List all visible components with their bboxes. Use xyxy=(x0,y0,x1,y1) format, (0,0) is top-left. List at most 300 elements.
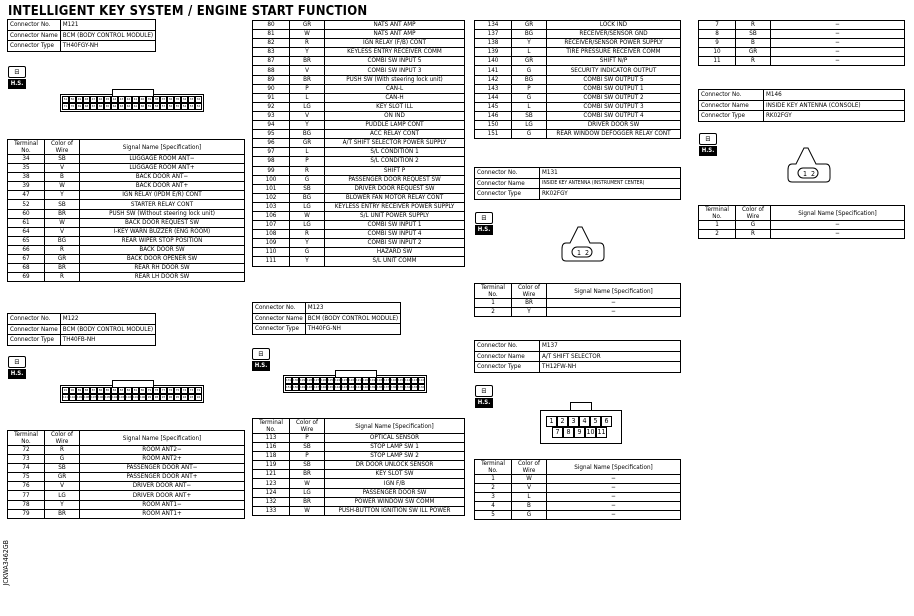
m146-connector-face xyxy=(786,144,832,184)
terminal-number: 118 xyxy=(253,452,290,461)
terminal-number: 79 xyxy=(8,509,45,518)
signal-name: ROOM ANT2− xyxy=(80,446,245,455)
connector-pin: 33 xyxy=(189,97,194,101)
wire-color: W xyxy=(45,218,80,227)
table-row xyxy=(8,173,245,182)
table-row xyxy=(475,84,681,93)
connector-pin: 131 xyxy=(286,378,292,382)
table-row xyxy=(8,218,245,227)
m121-connector-info: Connector No. M121 Connector Name BCM (BODY CONTROL MODULE) Connector Type TH40FGY-NH xyxy=(7,19,156,52)
wire-color: G xyxy=(512,130,547,139)
wire-color: BR xyxy=(290,497,325,506)
terminal-number: 124 xyxy=(253,488,290,497)
table-row xyxy=(475,502,681,511)
column-header: Terminal No. xyxy=(475,460,512,475)
table-row xyxy=(475,93,681,102)
table-row xyxy=(253,479,465,488)
connector-pin: 134 xyxy=(405,385,411,389)
connector-pin: 150 xyxy=(293,385,299,389)
m123-terminal-table xyxy=(252,418,465,516)
signal-name: − xyxy=(547,502,681,511)
m121-connector-face xyxy=(60,94,204,112)
column-header: Signal Name [Specification] xyxy=(547,460,681,475)
column-header: Signal Name [Specification] xyxy=(80,431,245,446)
svg-text:1: 1 xyxy=(577,249,582,257)
table-row xyxy=(253,488,465,497)
connector-pin: 133 xyxy=(412,385,418,389)
col3-terminal-table xyxy=(474,20,681,139)
wire-color: W xyxy=(45,182,80,191)
connector-pin: 123 xyxy=(342,378,348,382)
connector-pin: 113 xyxy=(412,378,418,382)
connector-pin: 89 xyxy=(77,388,82,392)
connector-pin: 106 xyxy=(98,395,104,399)
table-row xyxy=(253,443,465,452)
connector-pin: 99 xyxy=(147,395,152,399)
signal-name: − xyxy=(547,493,681,502)
table-header xyxy=(475,460,681,475)
wire-color: G xyxy=(512,93,547,102)
table-row xyxy=(8,491,245,500)
connector-pin: 52 xyxy=(196,104,201,108)
connector-pin: 71 xyxy=(63,104,68,108)
table-row xyxy=(699,30,905,39)
connector-pin: 96 xyxy=(168,395,173,399)
signal-name: HAZARD SW xyxy=(325,248,465,257)
wire-color: G xyxy=(290,175,325,184)
table-row xyxy=(253,193,465,202)
terminal-number: 5 xyxy=(475,511,512,520)
connector-pin: 108 xyxy=(84,395,90,399)
connector-pin: 61 xyxy=(133,104,138,108)
connector-pin: 64 xyxy=(112,104,117,108)
connector-pin: 32 xyxy=(196,97,201,101)
connector-pin: 48 xyxy=(84,97,89,101)
signal-name: NATS ANT AMP xyxy=(325,21,465,30)
signal-name: ACC RELAY CONT xyxy=(325,130,465,139)
terminal-number: 98 xyxy=(253,157,290,166)
connector-pin: 148 xyxy=(307,385,313,389)
connector-pin: 103 xyxy=(119,395,125,399)
signal-name: OPTICAL SENSOR xyxy=(325,434,465,443)
wire-color: Y xyxy=(290,48,325,57)
wire-color: SB xyxy=(45,155,80,164)
terminal-number: 88 xyxy=(253,66,290,75)
wire-color: G xyxy=(736,221,771,230)
table-header xyxy=(699,206,905,221)
connector-pin: 57 xyxy=(161,104,166,108)
signal-name: REAR RH DOOR SW xyxy=(80,264,245,273)
table-header xyxy=(8,140,245,155)
wire-color: Y xyxy=(512,308,547,317)
wire-color: R xyxy=(736,57,771,66)
terminal-number: 35 xyxy=(8,164,45,173)
table-row xyxy=(253,93,465,102)
column-header: Color of Wire xyxy=(290,419,325,434)
wire-color: BG xyxy=(512,30,547,39)
table-header xyxy=(475,284,681,299)
connector-pin: 128 xyxy=(307,378,313,382)
connector-pin: 104 xyxy=(112,395,118,399)
wire-color: R xyxy=(736,230,771,239)
signal-name: ON IND xyxy=(325,111,465,120)
terminal-number: 151 xyxy=(475,130,512,139)
wire-color: BR xyxy=(290,75,325,84)
terminal-number: 133 xyxy=(253,506,290,515)
document-code: JCKWA3462GB xyxy=(2,540,10,586)
connector-pin: 34 xyxy=(182,97,187,101)
terminal-number: 76 xyxy=(8,482,45,491)
connector-pin: 132 xyxy=(419,385,425,389)
terminal-number: 3 xyxy=(475,493,512,502)
table-row xyxy=(475,130,681,139)
connector-pin: 65 xyxy=(105,104,110,108)
table-row xyxy=(253,84,465,93)
table-row xyxy=(475,121,681,130)
signal-name: CAN-L xyxy=(325,84,465,93)
terminal-number: 123 xyxy=(253,479,290,488)
signal-name: − xyxy=(771,57,905,66)
signal-name: − xyxy=(547,308,681,317)
signal-name: S/L UNIT COMM xyxy=(325,257,465,266)
column-header: Color of Wire xyxy=(512,460,547,475)
wire-color: G xyxy=(290,248,325,257)
signal-name: PUDDLE LAMP CONT xyxy=(325,121,465,130)
wire-color: R xyxy=(290,166,325,175)
wire-color: B xyxy=(45,173,80,182)
signal-name: COMBI SW INPUT 4 xyxy=(325,230,465,239)
wire-color: LG xyxy=(512,121,547,130)
connector-pin: 145 xyxy=(328,385,334,389)
signal-name: SHIFT N/P xyxy=(547,57,681,66)
column-header: Color of Wire xyxy=(736,206,771,221)
table-row xyxy=(475,39,681,48)
wire-color: Y xyxy=(290,239,325,248)
terminal-number: 116 xyxy=(253,443,290,452)
wire-color: SB xyxy=(290,443,325,452)
table-row xyxy=(8,236,245,245)
m122-terminal-table xyxy=(7,430,245,519)
terminal-number: 143 xyxy=(475,84,512,93)
connector-pin: 4 xyxy=(579,416,590,427)
wire-color: W xyxy=(290,211,325,220)
table-row xyxy=(475,484,681,493)
terminal-number: 140 xyxy=(475,57,512,66)
connector-pin: 136 xyxy=(391,385,397,389)
signal-name: KEYLESS ENTRY RECEIVER COMM xyxy=(325,48,465,57)
terminal-number: 74 xyxy=(8,464,45,473)
signal-name: − xyxy=(771,39,905,48)
connector-pin: 58 xyxy=(154,104,159,108)
terminal-number: 1 xyxy=(475,299,512,308)
table-row xyxy=(8,255,245,264)
terminal-number: 72 xyxy=(8,446,45,455)
wire-color: Y xyxy=(45,500,80,509)
connector-pin: 88 xyxy=(84,388,89,392)
terminal-number: 113 xyxy=(253,434,290,443)
table-row xyxy=(253,202,465,211)
connector-pin: 112 xyxy=(419,378,425,382)
wire-color: GR xyxy=(45,255,80,264)
connector-pin: 94 xyxy=(182,395,187,399)
connector-pin: 35 xyxy=(175,97,180,101)
connector-pin: 75 xyxy=(175,388,180,392)
terminal-number: 107 xyxy=(253,221,290,230)
wire-color: L xyxy=(512,48,547,57)
wire-color: LG xyxy=(290,488,325,497)
wire-color: Y xyxy=(512,39,547,48)
connector-pin: 146 xyxy=(321,385,327,389)
terminal-number: 39 xyxy=(8,182,45,191)
connector-pin: 41 xyxy=(133,97,138,101)
signal-name: KEY SLOT ILL xyxy=(325,102,465,111)
signal-name: − xyxy=(771,30,905,39)
terminal-number: 10 xyxy=(699,48,736,57)
terminal-number: 132 xyxy=(253,497,290,506)
connector-pin: 8 xyxy=(563,427,574,438)
terminal-number: 146 xyxy=(475,111,512,120)
connector-pin: 6 xyxy=(601,416,612,427)
connector-pin: 37 xyxy=(161,97,166,101)
terminal-number: 106 xyxy=(253,211,290,220)
table-row xyxy=(699,221,905,230)
terminal-number: 60 xyxy=(8,209,45,218)
terminal-number: 2 xyxy=(475,308,512,317)
connector-pin: 43 xyxy=(119,97,124,101)
terminal-number: 64 xyxy=(8,227,45,236)
table-row xyxy=(253,75,465,84)
connector-pin: 81 xyxy=(133,388,138,392)
connector-pin: 42 xyxy=(126,97,131,101)
connector-pin: 126 xyxy=(321,378,327,382)
terminal-number: 38 xyxy=(8,173,45,182)
wire-color: Y xyxy=(45,191,80,200)
terminal-number: 101 xyxy=(253,184,290,193)
signal-name: IGN RELAY (IPDM E/R) CONT xyxy=(80,191,245,200)
harness-side-icon: ⊟ H.S. xyxy=(699,133,717,155)
terminal-number: 87 xyxy=(253,57,290,66)
table-row xyxy=(475,75,681,84)
connector-pin: 91 xyxy=(63,388,68,392)
terminal-number: 8 xyxy=(699,30,736,39)
terminal-number: 4 xyxy=(475,502,512,511)
wire-color: LG xyxy=(290,202,325,211)
connector-pin: 44 xyxy=(112,97,117,101)
connector-pin: 101 xyxy=(133,395,139,399)
wire-color: B xyxy=(736,39,771,48)
connector-pin: 51 xyxy=(63,97,68,101)
wire-color: BR xyxy=(290,57,325,66)
connector-pin: 143 xyxy=(342,385,348,389)
table-header xyxy=(253,419,465,434)
wire-color: SB xyxy=(736,30,771,39)
terminal-number: 80 xyxy=(253,21,290,30)
wire-color: V xyxy=(45,227,80,236)
connector-pin: 2 xyxy=(557,416,568,427)
wire-color: R xyxy=(45,446,80,455)
wire-color: L xyxy=(512,102,547,111)
table-row xyxy=(699,21,905,30)
terminal-number: 81 xyxy=(253,30,290,39)
terminal-number: 89 xyxy=(253,75,290,84)
table-row xyxy=(8,500,245,509)
terminal-number: 99 xyxy=(253,166,290,175)
terminal-number: 68 xyxy=(8,264,45,273)
signal-name: BLOWER FAN MOTOR RELAY CONT xyxy=(325,193,465,202)
signal-name: BACK DOOR SW xyxy=(80,245,245,254)
wire-color: BG xyxy=(290,130,325,139)
connector-pin: 85 xyxy=(105,388,110,392)
wire-color: G xyxy=(45,455,80,464)
signal-name: DR DOOR UNLOCK SENSOR xyxy=(325,461,465,470)
signal-name: PUSH SW (With steering lock unit) xyxy=(325,75,465,84)
terminal-number: 94 xyxy=(253,121,290,130)
wire-color: G xyxy=(512,66,547,75)
terminal-number: 121 xyxy=(253,470,290,479)
terminal-number: 110 xyxy=(253,248,290,257)
table-row xyxy=(8,509,245,518)
table-row xyxy=(253,434,465,443)
terminal-number: 1 xyxy=(475,475,512,484)
connector-pin: 74 xyxy=(182,388,187,392)
terminal-number: 65 xyxy=(8,236,45,245)
signal-name: DRIVER DOOR ANT− xyxy=(80,482,245,491)
table-row xyxy=(253,30,465,39)
table-row xyxy=(475,66,681,75)
connector-pin: 140 xyxy=(363,385,369,389)
m122-connector-face xyxy=(60,385,204,403)
table-row xyxy=(8,446,245,455)
signal-name: PUSH-BUTTON IGNITION SW ILL POWER xyxy=(325,506,465,515)
terminal-number: 1 xyxy=(699,221,736,230)
signal-name: COMBI SW INPUT 3 xyxy=(325,66,465,75)
connector-pin: 107 xyxy=(91,395,97,399)
terminal-number: 73 xyxy=(8,455,45,464)
table-row xyxy=(475,21,681,30)
signal-name: COMBI SW OUTPUT 5 xyxy=(547,75,681,84)
connector-pin: 9 xyxy=(574,427,585,438)
wire-color: LG xyxy=(45,491,80,500)
terminal-number: 103 xyxy=(253,202,290,211)
signal-name: COMBI SW OUTPUT 4 xyxy=(547,111,681,120)
table-row xyxy=(253,461,465,470)
signal-name: COMBI SW OUTPUT 3 xyxy=(547,102,681,111)
svg-text:2: 2 xyxy=(585,249,590,257)
connector-pin: 69 xyxy=(77,104,82,108)
wire-color: P xyxy=(290,157,325,166)
m131-connector-info: Connector No. M131 Connector Name INSIDE KEY ANTENNA (INSTRUMENT CENTER) Connector Type RK02FGY xyxy=(474,167,681,200)
terminal-number: 82 xyxy=(253,39,290,48)
connector-pin: 100 xyxy=(140,395,146,399)
wire-color: SB xyxy=(290,184,325,193)
terminal-number: 47 xyxy=(8,191,45,200)
table-row xyxy=(253,166,465,175)
connector-pin: 139 xyxy=(370,385,376,389)
table-row xyxy=(253,239,465,248)
column-header: Signal Name [Specification] xyxy=(80,140,245,155)
table-row xyxy=(253,39,465,48)
terminal-number: 142 xyxy=(475,75,512,84)
table-row xyxy=(253,102,465,111)
table-row xyxy=(253,248,465,257)
table-row xyxy=(699,230,905,239)
terminal-number: 78 xyxy=(8,500,45,509)
table-row xyxy=(475,30,681,39)
terminal-number: 139 xyxy=(475,48,512,57)
table-row xyxy=(475,475,681,484)
terminal-number: 141 xyxy=(475,66,512,75)
signal-name: PUSH SW (Without steering lock unit) xyxy=(80,209,245,218)
connector-pin: 49 xyxy=(77,97,82,101)
harness-side-icon: ⊟ H.S. xyxy=(475,385,493,407)
connector-pin: 56 xyxy=(168,104,173,108)
m123-connector-info: Connector No. M123 Connector Name BCM (BODY CONTROL MODULE) Connector Type TH40FG-NH xyxy=(252,302,401,335)
signal-name: COMBI SW INPUT 5 xyxy=(325,57,465,66)
page-title: INTELLIGENT KEY SYSTEM / ENGINE START FUNCTION xyxy=(8,4,368,19)
terminal-number: 75 xyxy=(8,473,45,482)
m137-connector-face xyxy=(540,402,620,442)
connector-pin: 97 xyxy=(161,395,166,399)
connector-pin: 144 xyxy=(335,385,341,389)
signal-name: PASSENGER DOOR SW xyxy=(325,488,465,497)
terminal-number: 9 xyxy=(699,39,736,48)
wire-color: G xyxy=(512,511,547,520)
connector-pin: 10 xyxy=(586,428,595,436)
signal-name: IGN RELAY (F/B) CONT xyxy=(325,39,465,48)
connector-pin: 102 xyxy=(126,395,132,399)
connector-pin: 98 xyxy=(154,395,159,399)
signal-name: COMBI SW OUTPUT 1 xyxy=(547,84,681,93)
connector-pin: 46 xyxy=(98,97,103,101)
terminal-number: 137 xyxy=(475,30,512,39)
terminal-number: 138 xyxy=(475,39,512,48)
connector-pin: 3 xyxy=(568,416,579,427)
wire-color: R xyxy=(45,245,80,254)
table-row xyxy=(8,482,245,491)
wire-color: R xyxy=(736,21,771,30)
wire-color: BR xyxy=(45,209,80,218)
signal-name: − xyxy=(771,48,905,57)
table-row xyxy=(8,164,245,173)
signal-name: DRIVER DOOR ANT+ xyxy=(80,491,245,500)
table-row xyxy=(8,227,245,236)
m146-connector-info: Connector No. M146 Connector Name INSIDE KEY ANTENNA (CONSOLE) Connector Type RK02FGY xyxy=(698,89,905,122)
signal-name: − xyxy=(771,230,905,239)
signal-name: − xyxy=(771,21,905,30)
connector-pin: 129 xyxy=(300,378,306,382)
wire-color: W xyxy=(290,479,325,488)
connector-pin: 82 xyxy=(126,388,131,392)
connector-pin: 7 xyxy=(552,427,563,438)
table-row xyxy=(8,264,245,273)
connector-pin: 79 xyxy=(147,388,152,392)
connector-pin: 60 xyxy=(140,104,145,108)
terminal-number: 134 xyxy=(475,21,512,30)
signal-name: STARTER RELAY CONT xyxy=(80,200,245,209)
connector-pin: 117 xyxy=(384,378,390,382)
signal-name: BACK DOOR OPENER SW xyxy=(80,255,245,264)
table-row xyxy=(699,57,905,66)
signal-name: CAN-H xyxy=(325,93,465,102)
table-row xyxy=(253,221,465,230)
wire-color: BG xyxy=(45,236,80,245)
m131-connector-face xyxy=(560,223,606,263)
signal-name: SHIFT P xyxy=(325,166,465,175)
connector-pin: 39 xyxy=(147,97,152,101)
wire-color: SB xyxy=(512,111,547,120)
connector-pin: 116 xyxy=(391,378,397,382)
signal-name: − xyxy=(547,475,681,484)
